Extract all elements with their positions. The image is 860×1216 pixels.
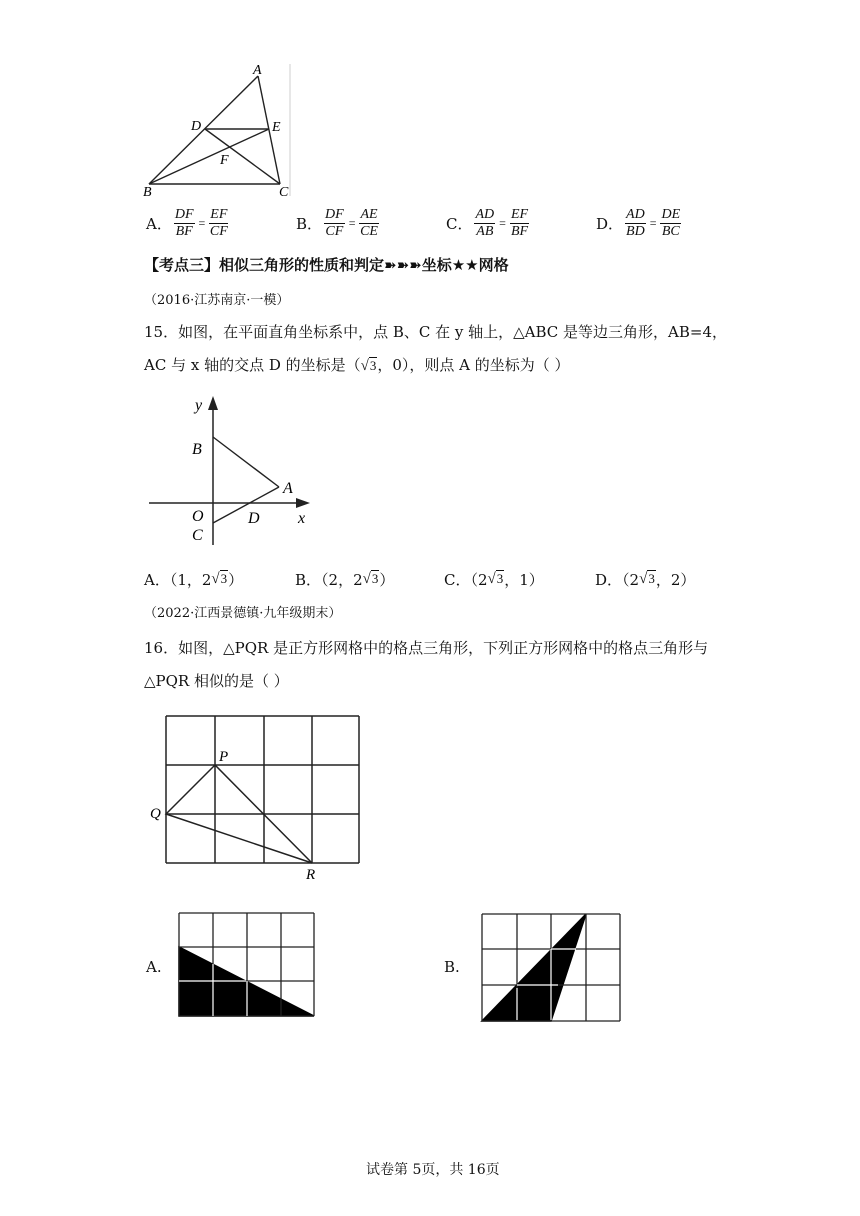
q16-option-a-label[interactable]: A. <box>146 958 162 976</box>
q16-text-line1: 16．如图，△PQR 是正方形网格中的格点三角形，下列正方形网格中的格点三角形与 <box>144 639 709 657</box>
q16-source: （2022·江西景德镇·九年级期末） <box>144 606 342 621</box>
option-letter: A． <box>146 215 172 233</box>
q14-option-a[interactable]: A． $\frac{DF}{BF}$ = $\frac{EF}{CF}$ <box>146 207 228 239</box>
q15-option-b[interactable]: B．（2，2 √3 ） <box>295 571 395 589</box>
label-d: D <box>248 510 260 527</box>
label-o: O <box>192 508 204 525</box>
figure-coordinate-triangle <box>144 390 324 550</box>
page-footer: 试卷第 5页，共 16页 <box>366 1162 500 1178</box>
label-b: B <box>192 441 202 458</box>
label-y: y <box>195 397 203 414</box>
option-letter: D． <box>596 215 624 233</box>
fraction: $\frac{AE}{CE}$ <box>360 207 378 239</box>
fraction: $\frac{EF}{BF}$ <box>510 207 529 239</box>
label-p: P <box>219 749 229 765</box>
label-c: C <box>192 527 203 544</box>
fraction: $\frac{AD}{AB}$ <box>475 207 495 239</box>
figure-triangle-abc-def <box>140 60 300 200</box>
q15-option-c[interactable]: C．（2 √3 ，1） <box>444 571 544 589</box>
label-d: D <box>191 119 202 134</box>
label-c: C <box>279 185 289 200</box>
label-b: B <box>143 185 152 200</box>
q15-source: （2016·江苏南京·一模） <box>144 293 290 308</box>
q15-option-a[interactable]: A．（1，2 √3 ） <box>144 571 244 589</box>
q14-option-d[interactable]: D． $\frac{AD}{BD}$ = $\frac{DE}{BC}$ <box>596 207 681 239</box>
sqrt-symbol: √3 <box>487 571 504 587</box>
q15-option-d[interactable]: D．（2 √3 ，2） <box>595 571 696 589</box>
sqrt-symbol: √3 <box>639 571 655 587</box>
section-heading: 【考点三】相似三角形的性质和判定➽➽➽坐标★★网格 <box>144 256 509 274</box>
label-a: A <box>283 480 293 497</box>
option-letter: B． <box>296 215 323 233</box>
q16-option-b-grid[interactable] <box>476 908 626 1028</box>
label-q: Q <box>150 806 161 822</box>
fraction: $\frac{EF}{CF}$ <box>209 207 228 239</box>
q16-option-a-grid[interactable] <box>174 908 320 1022</box>
q14-option-c[interactable]: C． $\frac{AD}{AB}$ = $\frac{EF}{BF}$ <box>446 207 529 239</box>
q14-option-b[interactable]: B． $\frac{DF}{CF}$ = $\frac{AE}{CE}$ <box>296 207 378 239</box>
fraction: $\frac{DF}{BF}$ <box>174 207 194 239</box>
q16-text-line2: △PQR 相似的是（ ） <box>144 672 289 690</box>
label-e: E <box>272 120 281 135</box>
q15-text-line1: 15．如图，在平面直角坐标系中，点 B、C 在 y 轴上，△ABC 是等边三角形，AB=4， <box>144 323 728 341</box>
q16-option-b-label[interactable]: B. <box>444 958 460 976</box>
sqrt-symbol: √3 <box>360 358 377 374</box>
label-x: x <box>298 510 306 527</box>
q15-text-line2: AC 与 x 轴的交点 D 的坐标是（√3，0），则点 A 的坐标为（ ） <box>144 356 570 374</box>
label-a: A <box>253 63 262 78</box>
fraction: $\frac{DE}{BC}$ <box>661 207 681 239</box>
option-letter: C． <box>446 215 473 233</box>
fraction: $\frac{DF}{CF}$ <box>325 207 344 239</box>
sqrt-symbol: √3 <box>211 571 228 587</box>
label-f: F <box>220 153 229 168</box>
sqrt-symbol: √3 <box>362 571 379 587</box>
label-r: R <box>306 867 316 883</box>
fraction: $\frac{AD}{BD}$ <box>626 207 645 239</box>
figure-pqr-grid <box>140 706 370 886</box>
